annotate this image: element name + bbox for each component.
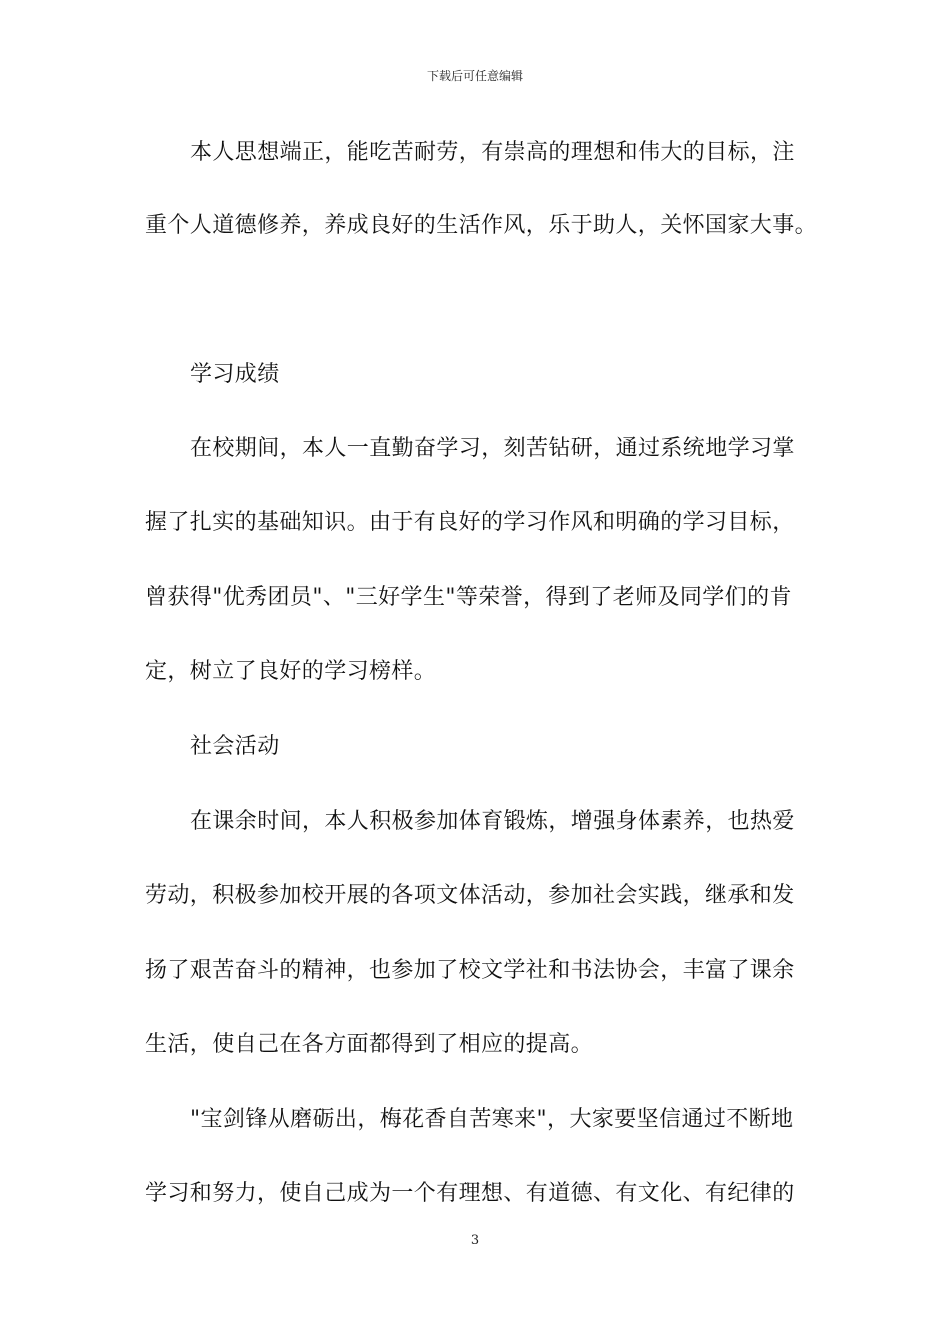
paragraph-line: 本人思想端正，能吃苦耐劳，有崇高的理想和伟大的目标，注: [190, 140, 795, 165]
paragraph-line: 重个人道德修养，养成良好的生活作风，乐于助人，关怀国家大事。: [145, 213, 818, 238]
paragraph-line: 扬了艰苦奋斗的精神，也参加了校文学社和书法协会，丰富了课余: [145, 958, 795, 983]
paragraph-line: "宝剑锋从磨砺出，梅花香自苦寒来"，大家要坚信通过不断地: [190, 1107, 794, 1132]
paragraph-line: 在课余时间，本人积极参加体育锻炼，增强身体素养，也热爱: [190, 809, 795, 834]
page-header-note: 下载后可任意编辑: [426, 69, 523, 83]
paragraph-line: 学习和努力，使自己成为一个有理想、有道德、有文化、有纪律的: [145, 1181, 795, 1206]
paragraph-line: 劳动，积极参加校开展的各项文体活动，参加社会实践，继承和发: [145, 883, 795, 908]
paragraph-line: 曾获得"优秀团员"、"三好学生"等荣誉，得到了老师及同学们的肯: [145, 585, 792, 610]
page-number: 3: [470, 1233, 480, 1248]
paragraph-line: 握了扎实的基础知识。由于有良好的学习作风和明确的学习目标，: [145, 510, 795, 535]
paragraph-line: 定，树立了良好的学习榜样。: [145, 659, 437, 684]
section-heading-study-results: 学习成绩: [190, 362, 280, 387]
paragraph-line: 生活，使自己在各方面都得到了相应的提高。: [145, 1032, 594, 1057]
paragraph-line: 在校期间，本人一直勤奋学习，刻苦钻研，通过系统地学习掌: [190, 436, 795, 461]
section-heading-social-activities: 社会活动: [190, 734, 280, 759]
